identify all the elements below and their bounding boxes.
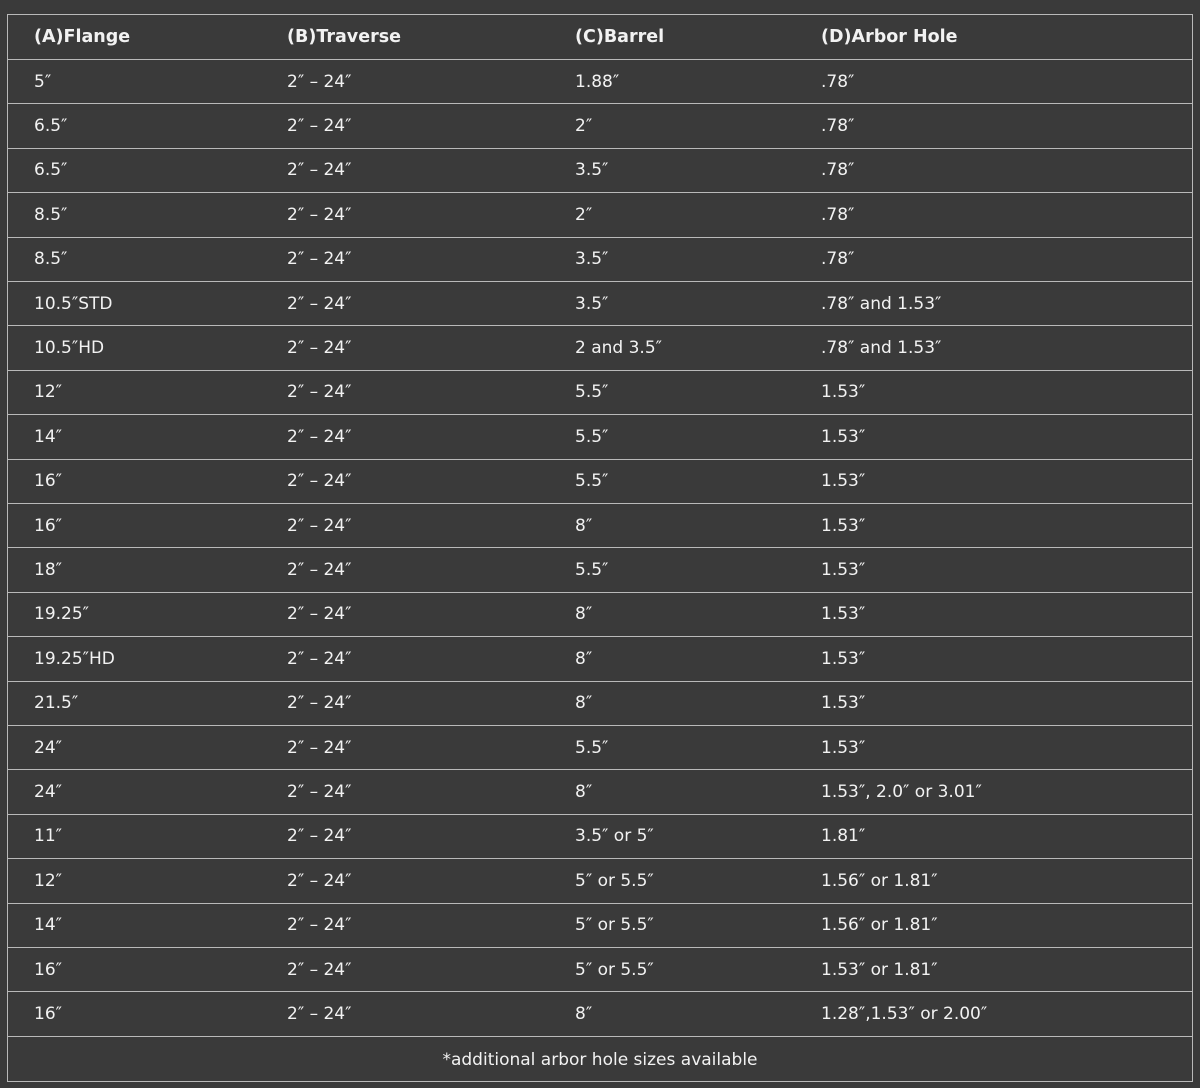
table-row (8, 149, 1192, 193)
cell-arbor-hole: .78″ (821, 71, 855, 92)
cell-barrel: 8″ (575, 515, 593, 536)
cell-barrel: 5.5″ (575, 471, 609, 492)
cell-flange: 16″ (34, 959, 62, 980)
cell-barrel: 5″ or 5.5″ (575, 870, 654, 891)
cell-arbor-hole: 1.28″,1.53″ or 2.00″ (821, 1004, 988, 1025)
cell-flange: 12″ (34, 870, 62, 891)
cell-flange: 24″ (34, 737, 62, 758)
cell-flange: 19.25″HD (34, 648, 115, 669)
cell-traverse: 2″ – 24″ (287, 915, 352, 936)
cell-barrel: 3.5″ (575, 249, 609, 270)
cell-traverse: 2″ – 24″ (287, 338, 352, 359)
cell-barrel: 5″ or 5.5″ (575, 915, 654, 936)
cell-barrel: 3.5″ or 5″ (575, 826, 654, 847)
header-traverse: (B)Traverse (287, 27, 401, 47)
cell-traverse: 2″ – 24″ (287, 826, 352, 847)
header-flange: (A)Flange (34, 27, 131, 47)
table-row (8, 815, 1192, 859)
cell-traverse: 2″ – 24″ (287, 1004, 352, 1025)
cell-flange: 8.5″ (34, 204, 68, 225)
cell-arbor-hole: 1.56″ or 1.81″ (821, 915, 938, 936)
table-row (8, 371, 1192, 415)
cell-arbor-hole: 1.53″ (821, 604, 866, 625)
cell-flange: 18″ (34, 560, 62, 581)
table-row (8, 415, 1192, 459)
cell-barrel: 5″ or 5.5″ (575, 959, 654, 980)
cell-barrel: 8″ (575, 604, 593, 625)
cell-arbor-hole: .78″ and 1.53″ (821, 338, 942, 359)
cell-traverse: 2″ – 24″ (287, 249, 352, 270)
cell-flange: 16″ (34, 515, 62, 536)
cell-flange: 8.5″ (34, 249, 68, 270)
cell-barrel: 5.5″ (575, 737, 609, 758)
cell-arbor-hole: 1.56″ or 1.81″ (821, 870, 938, 891)
cell-arbor-hole: 1.53″ (821, 648, 866, 669)
table-row (8, 948, 1192, 992)
cell-flange: 14″ (34, 915, 62, 936)
table-footnote: *additional arbor hole sizes available (442, 1049, 758, 1070)
cell-traverse: 2″ – 24″ (287, 737, 352, 758)
header-barrel: (C)Barrel (575, 27, 665, 47)
cell-flange: 21.5″ (34, 693, 79, 714)
cell-arbor-hole: .78″ (821, 160, 855, 181)
table-row (8, 637, 1192, 681)
table-row (8, 193, 1192, 237)
table-row (8, 726, 1192, 770)
table-row (8, 282, 1192, 326)
cell-barrel: 8″ (575, 1004, 593, 1025)
cell-traverse: 2″ – 24″ (287, 870, 352, 891)
table-row (8, 548, 1192, 592)
table-row (8, 770, 1192, 814)
table-row (8, 682, 1192, 726)
cell-flange: 24″ (34, 782, 62, 803)
cell-arbor-hole: 1.53″ (821, 471, 866, 492)
table-row (8, 904, 1192, 948)
cell-traverse: 2″ – 24″ (287, 116, 352, 137)
table-row (8, 593, 1192, 637)
cell-flange: 16″ (34, 1004, 62, 1025)
cell-traverse: 2″ – 24″ (287, 71, 352, 92)
cell-barrel: 2″ (575, 204, 593, 225)
cell-arbor-hole: 1.53″ (821, 693, 866, 714)
cell-flange: 10.5″STD (34, 293, 113, 314)
cell-barrel: 5.5″ (575, 426, 609, 447)
cell-barrel: 5.5″ (575, 560, 609, 581)
table-row (8, 238, 1192, 282)
cell-flange: 10.5″HD (34, 338, 105, 359)
cell-barrel: 1.88″ (575, 71, 620, 92)
cell-traverse: 2″ – 24″ (287, 604, 352, 625)
table-row (8, 104, 1192, 148)
spec-table (7, 14, 1193, 1082)
cell-traverse: 2″ – 24″ (287, 160, 352, 181)
cell-arbor-hole: .78″ (821, 116, 855, 137)
table-row (8, 60, 1192, 104)
table-row (8, 326, 1192, 370)
cell-barrel: 2″ (575, 116, 593, 137)
cell-flange: 14″ (34, 426, 62, 447)
table-row (8, 859, 1192, 903)
cell-traverse: 2″ – 24″ (287, 204, 352, 225)
cell-traverse: 2″ – 24″ (287, 426, 352, 447)
cell-barrel: 3.5″ (575, 293, 609, 314)
header-arbor-hole: (D)Arbor Hole (821, 27, 958, 47)
cell-arbor-hole: 1.81″ (821, 826, 866, 847)
table-row (8, 504, 1192, 548)
cell-flange: 11″ (34, 826, 62, 847)
cell-traverse: 2″ – 24″ (287, 515, 352, 536)
cell-traverse: 2″ – 24″ (287, 648, 352, 669)
cell-arbor-hole: 1.53″ (821, 560, 866, 581)
table-header-row (8, 15, 1192, 60)
cell-flange: 12″ (34, 382, 62, 403)
cell-arbor-hole: 1.53″ (821, 426, 866, 447)
cell-flange: 19.25″ (34, 604, 90, 625)
cell-traverse: 2″ – 24″ (287, 693, 352, 714)
cell-barrel: 2 and 3.5″ (575, 338, 662, 359)
cell-traverse: 2″ – 24″ (287, 782, 352, 803)
cell-arbor-hole: .78″ (821, 249, 855, 270)
cell-barrel: 8″ (575, 648, 593, 669)
table-row (8, 992, 1192, 1036)
cell-flange: 6.5″ (34, 160, 68, 181)
cell-arbor-hole: .78″ and 1.53″ (821, 293, 942, 314)
cell-arbor-hole: 1.53″ or 1.81″ (821, 959, 938, 980)
cell-arbor-hole: 1.53″, 2.0″ or 3.01″ (821, 782, 982, 803)
cell-arbor-hole: .78″ (821, 204, 855, 225)
cell-arbor-hole: 1.53″ (821, 515, 866, 536)
cell-barrel: 8″ (575, 693, 593, 714)
cell-traverse: 2″ – 24″ (287, 959, 352, 980)
cell-flange: 6.5″ (34, 116, 68, 137)
cell-barrel: 8″ (575, 782, 593, 803)
cell-traverse: 2″ – 24″ (287, 382, 352, 403)
table-row (8, 460, 1192, 504)
cell-traverse: 2″ – 24″ (287, 560, 352, 581)
cell-flange: 16″ (34, 471, 62, 492)
cell-traverse: 2″ – 24″ (287, 293, 352, 314)
cell-arbor-hole: 1.53″ (821, 382, 866, 403)
cell-barrel: 5.5″ (575, 382, 609, 403)
cell-flange: 5″ (34, 71, 52, 92)
cell-traverse: 2″ – 24″ (287, 471, 352, 492)
cell-arbor-hole: 1.53″ (821, 737, 866, 758)
cell-barrel: 3.5″ (575, 160, 609, 181)
